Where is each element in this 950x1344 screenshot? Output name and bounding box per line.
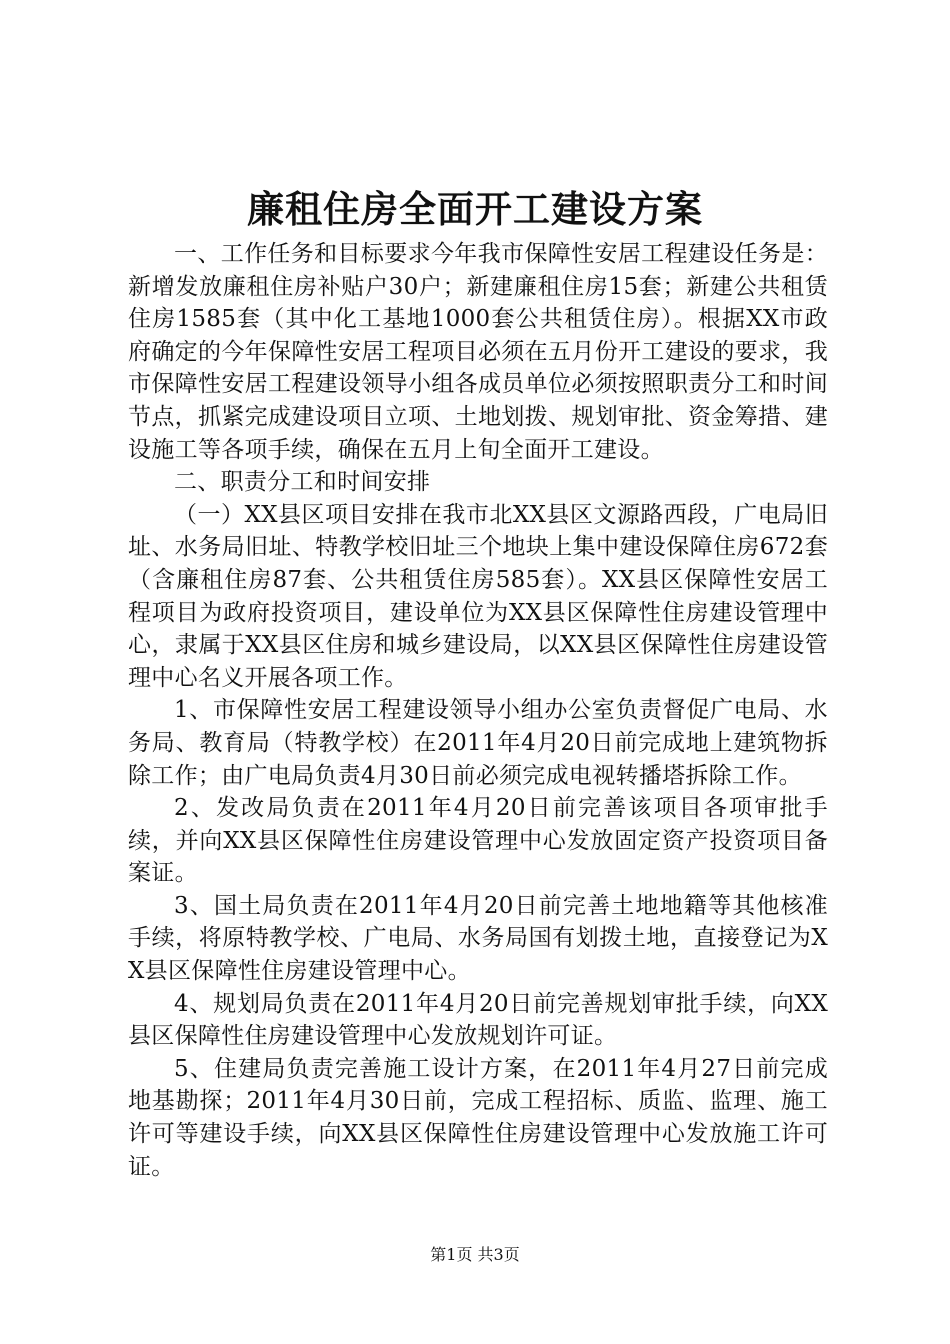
section-heading-responsibilities: 二、职责分工和时间安排 <box>174 469 431 496</box>
paragraph-item-3: 3、国土局负责在2011年4月20日前完善土地地籍等其他核准手续，将原特教学校、广电局、水务局国有划拨土地，直接登记为XX县区保障性住房建设管理中心。 <box>128 892 828 985</box>
page-number-footer: 第1页 共3页 <box>430 1245 520 1264</box>
paragraph-item-4: 4、规划局负责在2011年4月20日前完善规划审批手续，向XX县区保障性住房建设管理中心发放规划许可证。 <box>128 990 828 1050</box>
document-body <box>128 238 828 1183</box>
document-title: 廉租住房全面开工建设方案 <box>247 187 703 231</box>
paragraph-item-5: 5、住建局负责完善施工设计方案，在2011年4月27日前完成地基勘探；2011年4月30日前，完成工程招标、质监、监理、施工许可等建设手续，向XX县区保障性住房建设管理中心发放施工许可证。 <box>128 1055 828 1180</box>
paragraph-task-goals: 一、工作任务和目标要求今年我市保障性安居工程建设任务是：新增发放廉租住房补贴户30户；新建廉租住房15套；新建公共租赁住房1585套（其中化工基地1000套公共租赁住房）。根据XX市政府确定的今年保障性安居工程项目必须在五月份开工建设的要求，我市保障性安居工程建设领导小组各成员单位必须按照职责分工和时间节点，抓紧完成建设项目立项、土地划拨、规划审批、资金筹措、建设施工等各项手续，确保在五月上旬全面开工建设。 <box>128 241 828 463</box>
paragraph-item-2: 2、发改局负责在2011年4月20日前完善该项目各项审批手续，并向XX县区保障性住房建设管理中心发放固定资产投资项目备案证。 <box>128 795 828 887</box>
paragraph-item-1: 1、市保障性安居工程建设领导小组办公室负责督促广电局、水务局、教育局（特教学校）在2011年4月20日前完成地上建筑物拆除工作；由广电局负责4月30日前必须完成电视转播塔拆除工作。 <box>128 697 828 789</box>
paragraph-project-arrangement: （一）XX县区项目安排在我市北XX县区文源路西段，广电局旧址、水务局旧址、特教学校旧址三个地块上集中建设保障住房672套（含廉租住房87套、公共租赁住房585套）。XX县区保障性安居工程项目为政府投资项目，建设单位为XX县区保障性住房建设管理中心，隶属于XX县区住房和城乡建设局，以XX县区保障性住房建设管理中心名义开展各项工作。 <box>128 501 828 691</box>
